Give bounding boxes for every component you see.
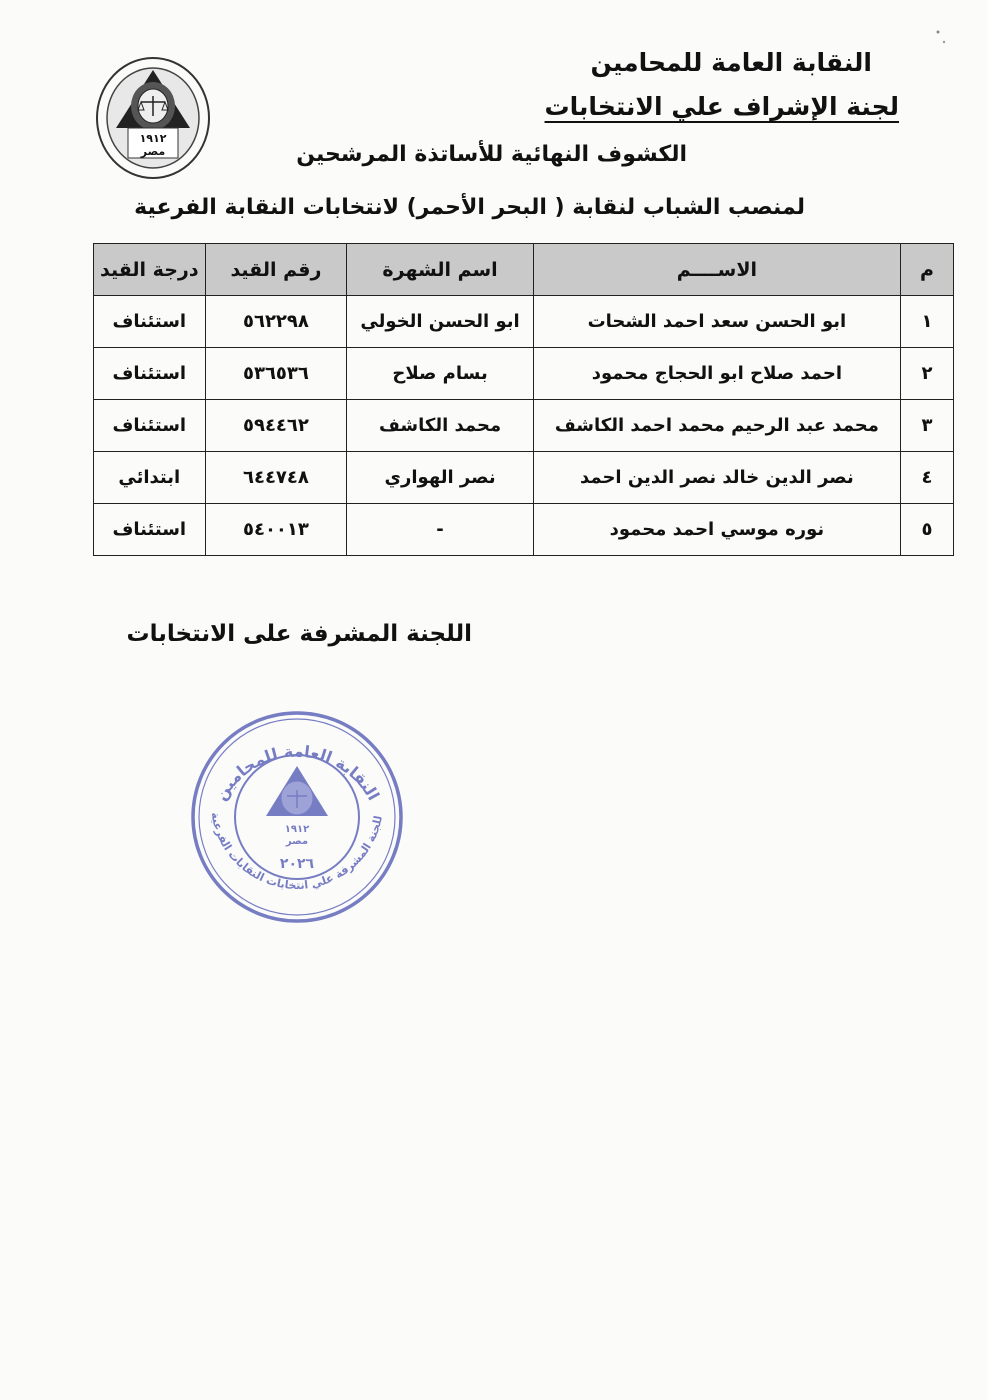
candidate-name: نصر الدين خالد نصر الدين احمد	[533, 452, 900, 504]
stamp-bottom-text: للجنة المشرفة علي انتخابات النقابات الفرعية	[208, 811, 385, 893]
registration-degree: استئناف	[94, 504, 206, 556]
col-header-name: الاســــم	[533, 244, 900, 296]
stamp-country: مصر	[285, 836, 309, 847]
registration-number: ٥٤٠٠١٣	[205, 504, 347, 556]
official-stamp-icon	[186, 706, 408, 928]
candidate-name: ابو الحسن سعد احمد الشحات	[533, 296, 900, 348]
stamp-date: ٢٠٢٦	[279, 856, 315, 872]
registration-number: ٥٩٤٤٦٢	[205, 400, 347, 452]
logo-year: ١٩١٢	[139, 132, 167, 145]
candidate-nickname: ابو الحسن الخولي	[347, 296, 534, 348]
col-header-degree: درجة القيد	[94, 244, 206, 296]
list-subtitle: الكشوف النهائية للأساتذة المرشحين	[296, 142, 687, 167]
committee-title: لجنة الإشراف علي الانتخابات	[544, 92, 899, 121]
col-header-nickname: اسم الشهرة	[347, 244, 534, 296]
candidates-table	[93, 243, 954, 556]
row-number: ٣	[900, 400, 953, 452]
candidate-name: نوره موسي احمد محمود	[533, 504, 900, 556]
registration-degree: ابتدائي	[94, 452, 206, 504]
registration-degree: استئناف	[94, 348, 206, 400]
row-number: ٤	[900, 452, 953, 504]
row-number: ٥	[900, 504, 953, 556]
col-header-reg-no: رقم القيد	[205, 244, 347, 296]
row-number: ٢	[900, 348, 953, 400]
table-row	[94, 452, 954, 504]
registration-degree: استئناف	[94, 296, 206, 348]
table-header-row	[94, 244, 954, 296]
org-title: النقابة العامة للمحامين	[590, 48, 872, 77]
logo-country: مصر	[140, 145, 166, 158]
candidate-nickname: -	[347, 504, 534, 556]
supervising-committee-signature: اللجنة المشرفة على الانتخابات	[126, 621, 472, 647]
table-row	[94, 348, 954, 400]
candidate-nickname: محمد الكاشف	[347, 400, 534, 452]
registration-degree: استئناف	[94, 400, 206, 452]
candidate-nickname: نصر الهواري	[347, 452, 534, 504]
candidate-nickname: بسام صلاح	[347, 348, 534, 400]
scan-speck-icon	[934, 28, 948, 46]
stamp-year: ١٩١٢	[284, 824, 310, 835]
col-header-number: م	[900, 244, 953, 296]
table-row	[94, 504, 954, 556]
bar-association-emblem-icon	[94, 56, 212, 181]
registration-number: ٦٤٤٧٤٨	[205, 452, 347, 504]
table-row	[94, 400, 954, 452]
registration-number: ٥٦٢٢٩٨	[205, 296, 347, 348]
candidate-name: احمد صلاح ابو الحجاج محمود	[533, 348, 900, 400]
registration-number: ٥٣٦٥٣٦	[205, 348, 347, 400]
position-subtitle: لمنصب الشباب لنقابة ( البحر الأحمر) لانتخابات النقابة الفرعية	[134, 195, 805, 220]
row-number: ١	[900, 296, 953, 348]
table-row	[94, 296, 954, 348]
stamp-top-text: النقابة العامة للمحامين	[210, 741, 384, 804]
candidate-name: محمد عبد الرحيم محمد احمد الكاشف	[533, 400, 900, 452]
